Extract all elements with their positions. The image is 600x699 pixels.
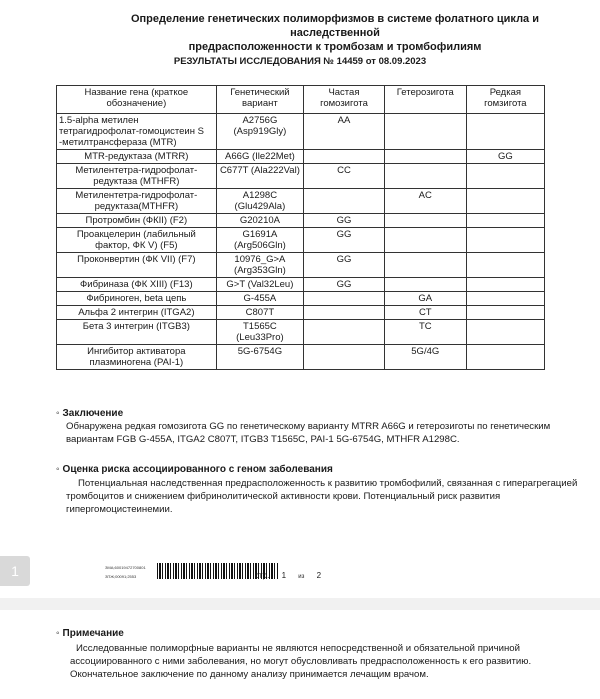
risk-line-1: Потенциальная наследственная предрасположенность к развитию тромбофилий, связанная с гиперагрегацией — [78, 478, 578, 489]
bullet-icon: ◦ — [56, 628, 60, 639]
table-row — [57, 189, 545, 214]
gene-name: MTR-редуктаза (MTRR) — [57, 150, 217, 164]
gene-variant: 10976_G>A (Arg353Gln) — [216, 253, 303, 278]
gene-variant: G20210A — [216, 214, 303, 228]
hom-rare — [466, 214, 544, 228]
gene-name: Альфа 2 интегрин (ITGA2) — [57, 306, 217, 320]
title-line-2: предрасположенности к тромбозам и тромбофилиям — [188, 41, 482, 53]
note-line-2: ассоциированного с ними заболевания, но могут обусловливать предрасположенность к его развитию. — [70, 656, 532, 667]
het — [384, 278, 466, 292]
gene-name: Протромбин (ФКII) (F2) — [57, 214, 217, 228]
gene-name: Фибриназа (ФК XIII) (F13) — [57, 278, 217, 292]
conclusion-line-1: Обнаружена редкая гомозигота GG по генетическому варианту MTRR A66G и гетерозиготы по генетическим — [66, 421, 551, 432]
note-heading — [56, 628, 124, 639]
gene-variant: C677T (Ala222Val) — [216, 164, 303, 189]
hom-common: GG — [304, 278, 385, 292]
hom-common — [304, 150, 385, 164]
het: TC — [384, 320, 466, 345]
gene-name: Метилентетра-гидрофолат-редуктаза (MTHFR) — [57, 164, 217, 189]
document-title — [90, 12, 580, 54]
page-total: 2 — [316, 571, 322, 580]
gene-name: Бета 3 интегрин (ITGB3) — [57, 320, 217, 345]
gene-name: 1.5-alpha метилен тетрагидрофолат-гомоцистеин S -метилтрансфераза (MTR) — [57, 114, 217, 150]
bullet-icon: ◦ — [56, 408, 60, 419]
bullet-icon: ◦ — [56, 464, 60, 475]
table-row — [57, 228, 545, 253]
gene-variant: A1298C (Glu429Ala) — [216, 189, 303, 214]
hom-common — [304, 189, 385, 214]
note-text — [70, 642, 531, 681]
hom-common — [304, 345, 385, 370]
gene-variant: G-455A — [216, 292, 303, 306]
hom-rare — [466, 278, 544, 292]
hom-common: GG — [304, 214, 385, 228]
header-hom-common: Частая гомозигота — [304, 86, 385, 114]
hom-rare — [466, 345, 544, 370]
page-thumbnail-tab[interactable]: 1 — [0, 556, 30, 586]
gene-variant: G1691A (Arg506Gln) — [216, 228, 303, 253]
table-header-row — [57, 86, 545, 114]
page-break — [0, 598, 600, 610]
page-current: 1 — [281, 571, 287, 580]
het: AC — [384, 189, 466, 214]
hom-rare — [466, 306, 544, 320]
header-hom-rare: Редкая гомзигота — [466, 86, 544, 114]
het: GA — [384, 292, 466, 306]
risk-line-3: гипергомоцистеинемии. — [66, 504, 173, 515]
barcode-caption-1: ЗМА;60019472700801 — [105, 565, 146, 570]
gene-name: Метилентетра-гидрофолат-редуктаза(MTHFR) — [57, 189, 217, 214]
genes-table — [56, 85, 545, 370]
hom-rare — [466, 320, 544, 345]
conclusion-heading-text: Заключение — [62, 408, 124, 419]
het — [384, 164, 466, 189]
page-label: стр. — [255, 571, 270, 580]
gene-variant: G>T (Val32Leu) — [216, 278, 303, 292]
hom-common: GG — [304, 253, 385, 278]
table-row — [57, 214, 545, 228]
gene-variant: A66G (Ile22Met) — [216, 150, 303, 164]
note-line-3: Окончательное заключение по данному анализу принимается лечащим врачом. — [70, 669, 429, 680]
table-row — [57, 320, 545, 345]
hom-rare — [466, 114, 544, 150]
table-row — [57, 292, 545, 306]
hom-common: AA — [304, 114, 385, 150]
hom-common — [304, 306, 385, 320]
risk-heading — [56, 464, 333, 475]
table-row — [57, 278, 545, 292]
hom-rare — [466, 292, 544, 306]
results-heading: РЕЗУЛЬТАТЫ ИССЛЕДОВАНИЯ № 14459 от 08.09.2023 — [173, 56, 427, 67]
hom-rare — [466, 189, 544, 214]
hom-rare — [466, 164, 544, 189]
hom-rare: GG — [466, 150, 544, 164]
conclusion-heading — [56, 408, 123, 419]
header-het: Гетерозигота — [384, 86, 466, 114]
gene-variant: C807T — [216, 306, 303, 320]
het: 5G/4G — [384, 345, 466, 370]
gene-variant: 5G-6754G — [216, 345, 303, 370]
het — [384, 253, 466, 278]
header-variant: Генетический вариант — [216, 86, 303, 114]
gene-name: Фибриноген, beta цепь — [57, 292, 217, 306]
gene-name: Проконвертин (ФК VII) (F7) — [57, 253, 217, 278]
note-line-1: Исследованные полиморфные варианты не являются непосредственной и обязательной причиной — [76, 643, 520, 654]
gene-variant: A2756G (Asp919Gly) — [216, 114, 303, 150]
gene-name: Проакцелерин (лабильный фактор, ФК V) (F5) — [57, 228, 217, 253]
table-row — [57, 306, 545, 320]
page-separator: из — [298, 574, 305, 580]
header-gene-name: Название гена (краткое обозначение) — [57, 86, 217, 114]
risk-text — [66, 477, 577, 516]
barcode-caption-2: ЗПЖ;00091;2553 — [105, 574, 137, 579]
gene-name: Ингибитор активатора плазминогена (PAI-1) — [57, 345, 217, 370]
hom-common — [304, 292, 385, 306]
table-row — [57, 114, 545, 150]
hom-rare — [466, 228, 544, 253]
hom-common: GG — [304, 228, 385, 253]
table-row — [57, 345, 545, 370]
het — [384, 228, 466, 253]
hom-common: CC — [304, 164, 385, 189]
title-line-1: Определение генетических полиморфизмов в системе фолатного цикла и наследственной — [130, 13, 539, 39]
conclusion-line-2: вариантам FGB G-455A, ITGA2 C807T, ITGB3 T1565C, PAI-1 5G-6754G, MTHFR A1298C. — [66, 434, 460, 445]
page-indicator — [255, 571, 331, 580]
hom-common — [304, 320, 385, 345]
table-row — [57, 150, 545, 164]
table-row — [57, 164, 545, 189]
risk-heading-text: Оценка риска ассоциированного с геном заболевания — [62, 464, 333, 475]
conclusion-text — [66, 420, 550, 446]
table-row — [57, 253, 545, 278]
het — [384, 214, 466, 228]
risk-line-2: тромбоцитов и снижением фибринолитической активности крови. Потенциальный риск развития — [66, 491, 501, 502]
note-heading-text: Примечание — [62, 628, 124, 639]
hom-rare — [466, 253, 544, 278]
het — [384, 114, 466, 150]
het: CT — [384, 306, 466, 320]
het — [384, 150, 466, 164]
gene-variant: T1565C (Leu33Pro) — [216, 320, 303, 345]
